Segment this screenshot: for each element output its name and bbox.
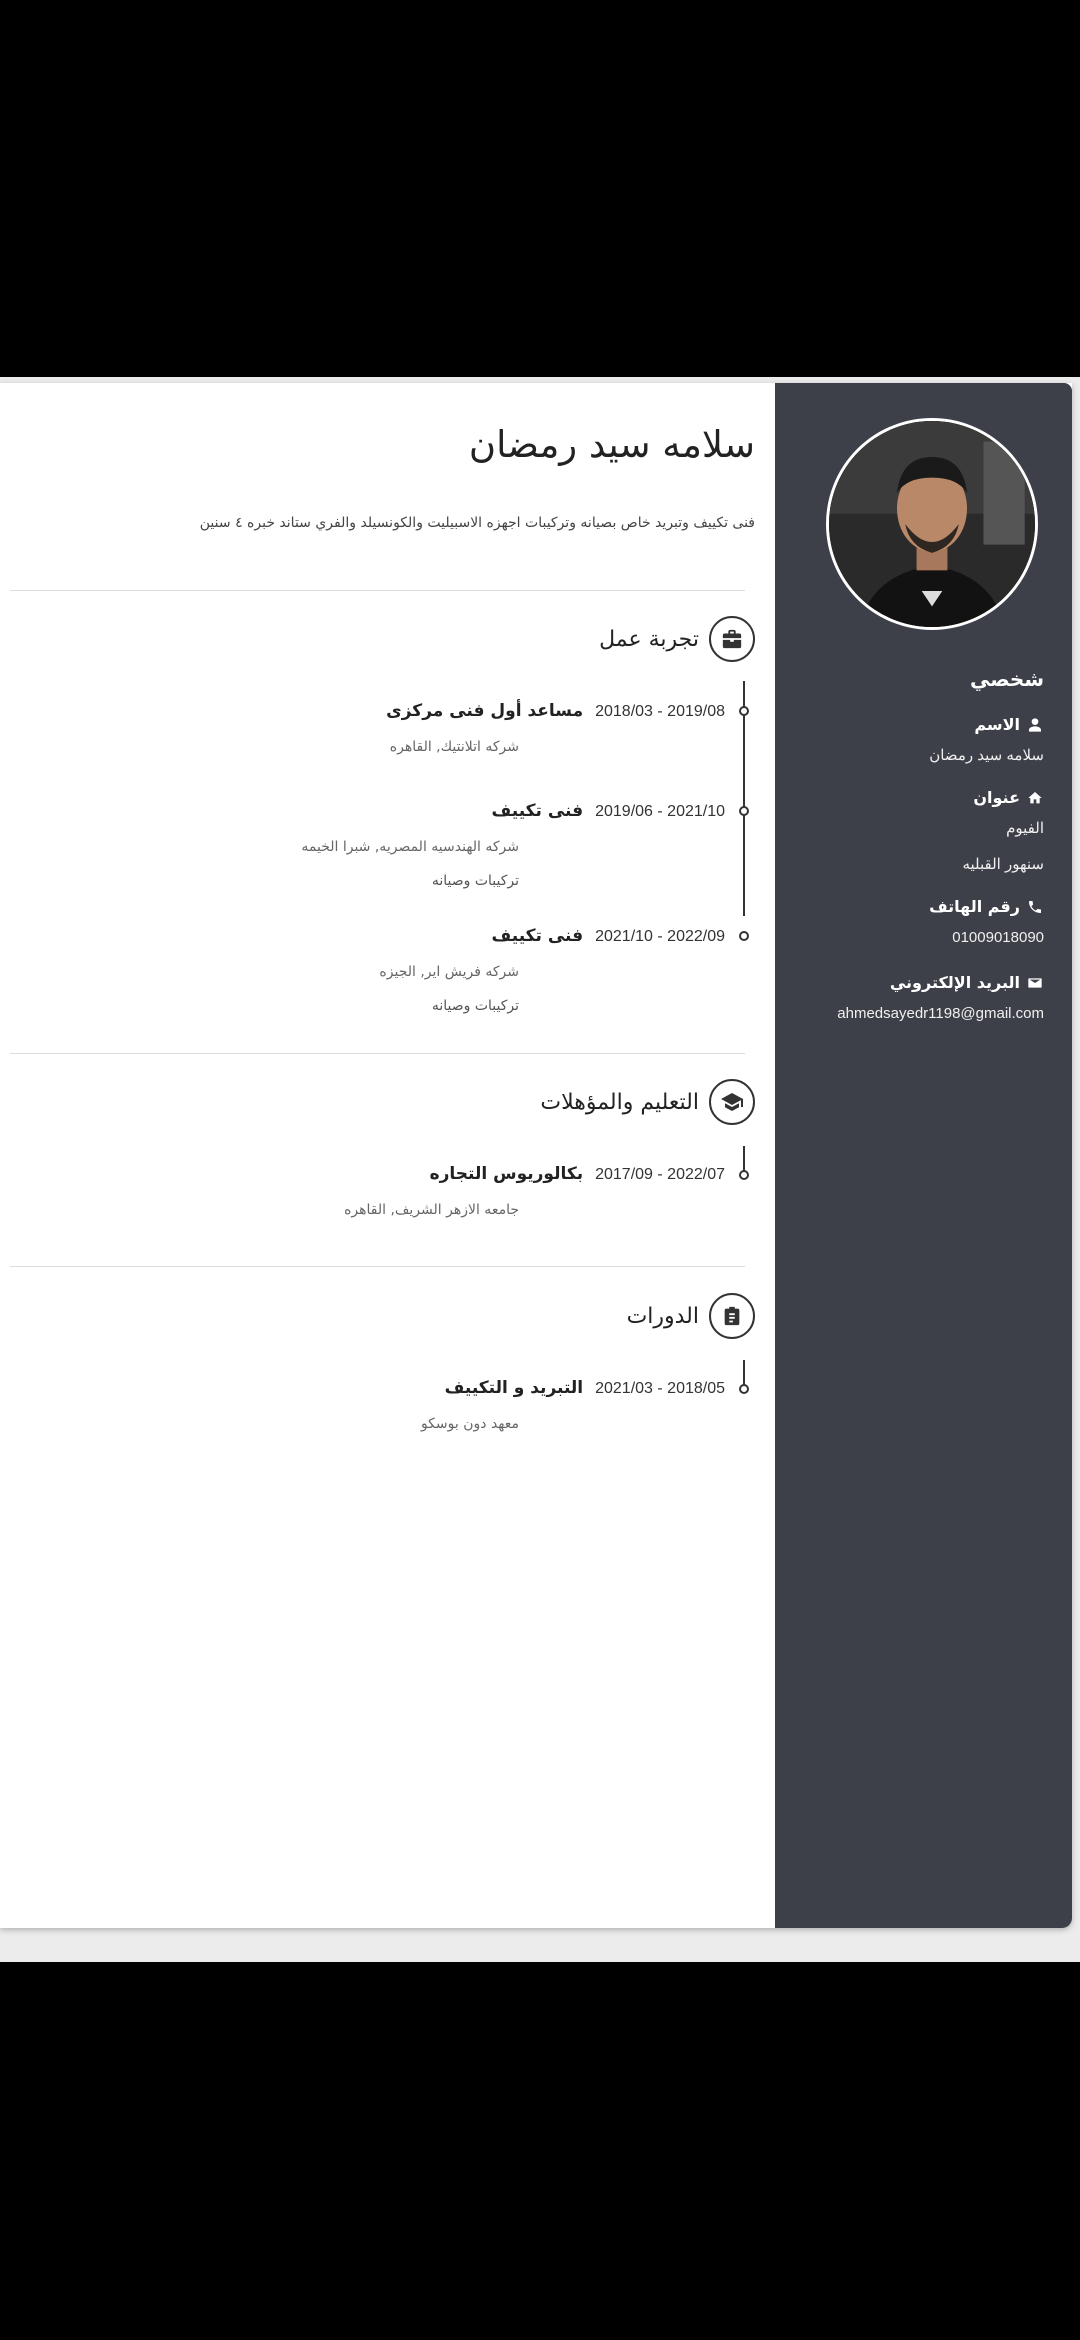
mail-icon	[1026, 974, 1044, 992]
timeline-dot	[739, 806, 749, 816]
entry-dates: 2018/03 - 2019/08	[595, 703, 725, 720]
timeline-dot	[739, 706, 749, 716]
home-icon	[1026, 789, 1044, 807]
divider	[10, 1266, 745, 1267]
address-label-row	[784, 788, 1044, 807]
profile-photo	[826, 418, 1038, 630]
address-label: عنوان	[973, 788, 1020, 807]
timeline-line	[743, 816, 745, 916]
experience-entry	[205, 926, 725, 1014]
clipboard-icon	[709, 1293, 755, 1339]
bottom-black-area	[0, 1962, 1080, 2340]
entry-institution: معهد دون بوسكو	[420, 1416, 519, 1432]
entry-dates: 2019/06 - 2021/10	[595, 803, 725, 820]
experience-section-header	[599, 616, 755, 662]
email-label-row	[784, 973, 1044, 992]
education-title: التعليم والمؤهلات	[540, 1089, 699, 1115]
entry-company: شركه اتلانتيك, القاهره	[389, 739, 519, 755]
resume-main	[10, 383, 755, 1928]
entry-note: تركيبات وصيانه	[431, 873, 519, 889]
phone-label: رقم الهاتف	[929, 897, 1020, 916]
timeline-dot	[739, 931, 749, 941]
phone-icon	[1026, 898, 1044, 916]
address-field	[784, 788, 1044, 883]
phone-field	[784, 897, 1044, 956]
person-icon	[1026, 716, 1044, 734]
resume-card	[0, 383, 1072, 1928]
address-line-2: سنهور القبليه	[962, 856, 1044, 873]
name-field	[784, 715, 1044, 774]
entry-company: شركه فريش اير, الجيزه	[379, 964, 519, 980]
entry-dates: 2021/03 - 2018/05	[595, 1380, 725, 1397]
top-black-area	[0, 0, 1080, 377]
timeline-dot	[739, 1170, 749, 1180]
entry-institution: جامعه الازهر الشريف, القاهره	[344, 1202, 519, 1218]
experience-entry	[205, 801, 725, 889]
education-section-header	[540, 1079, 755, 1125]
phone-value[interactable]: 01009018090	[952, 929, 1044, 946]
divider	[10, 590, 745, 591]
name-label: الاسم	[974, 715, 1020, 734]
entry-note: تركيبات وصيانه	[431, 998, 519, 1014]
timeline-line	[743, 716, 745, 816]
courses-title: الدورات	[626, 1303, 699, 1329]
personal-heading: شخصي	[969, 667, 1044, 691]
sidebar	[775, 383, 1072, 1928]
entry-title: بكالوريوس التجاره	[429, 1164, 584, 1184]
entry-title: فنى تكييف	[491, 801, 584, 821]
address-line-1: الفيوم	[1006, 820, 1044, 837]
entry-title: التبريد و التكييف	[444, 1378, 584, 1398]
email-label: البريد الإلكتروني	[889, 973, 1020, 992]
candidate-name: سلامه سيد رمضان	[468, 423, 755, 466]
experience-title: تجربة عمل	[599, 626, 699, 652]
divider	[10, 1053, 745, 1054]
entry-dates: 2017/09 - 2022/07	[595, 1166, 725, 1183]
graduation-cap-icon	[709, 1079, 755, 1125]
name-value: سلامه سيد رمضان	[929, 747, 1044, 764]
phone-label-row	[784, 897, 1044, 916]
entry-title: مساعد أول فنى مركزى	[386, 701, 584, 721]
courses-section-header	[627, 1293, 755, 1339]
profile-summary: فنى تكييف وتبريد خاص بصيانه وتركيبات اجهزه الاسبيليت والكونسيلد والفري ستاند خبره ٤ سنين	[199, 515, 755, 531]
course-entry	[205, 1378, 725, 1432]
name-label-row	[784, 715, 1044, 734]
email-field	[784, 973, 1044, 1032]
entry-dates: 2021/10 - 2022/09	[595, 928, 725, 945]
education-entry	[205, 1164, 725, 1218]
entry-title: فنى تكييف	[491, 926, 584, 946]
experience-entry	[205, 701, 725, 755]
briefcase-icon	[709, 616, 755, 662]
entry-company: شركه الهندسيه المصريه, شبرا الخيمه	[301, 839, 519, 855]
timeline-dot	[739, 1384, 749, 1394]
email-value[interactable]: ahmedsayedr1198@gmail.com	[837, 1005, 1044, 1022]
